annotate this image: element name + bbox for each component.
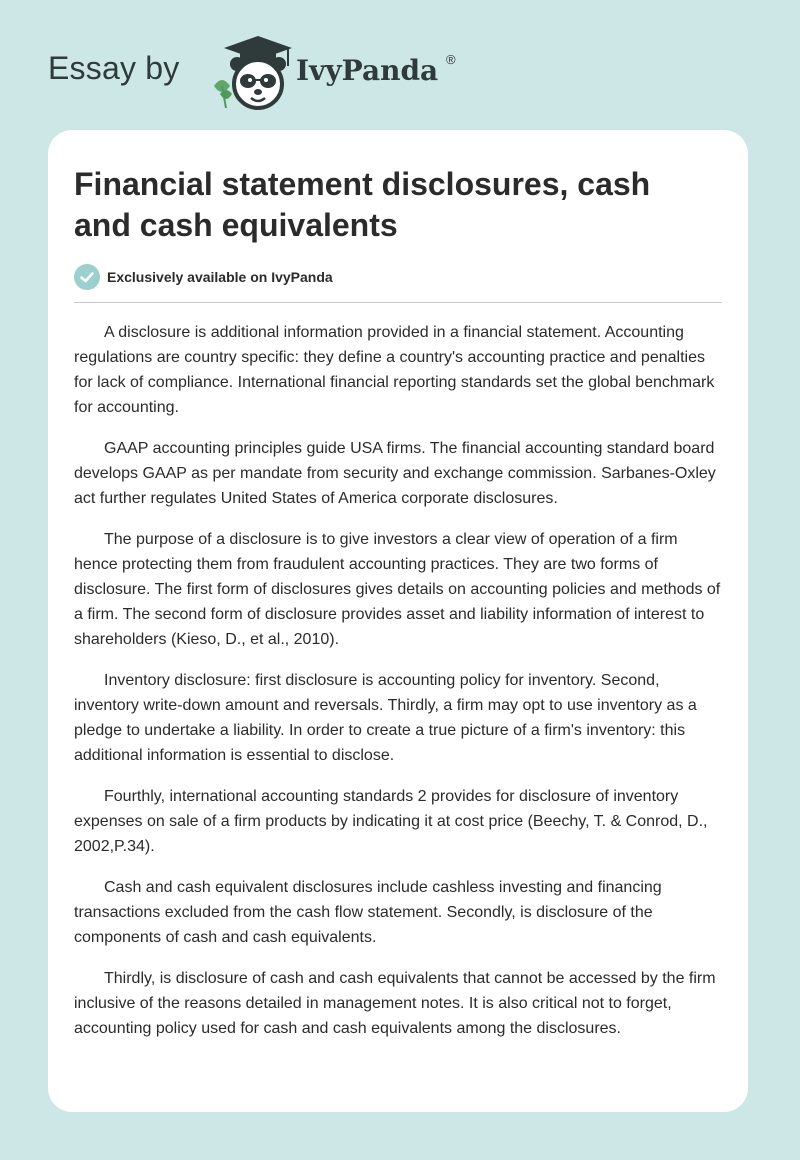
essay-card: [48, 130, 748, 1112]
paragraph: A disclosure is additional information provided in a financial statement. Accounting regulations are country specific: they define a country's accounting practice and penalties for lack of compliance. International financial reporting standards set the global benchmark for accounting.: [74, 324, 715, 416]
page-title: Financial statement disclosures, cash and cash equivalents: [74, 166, 651, 243]
exclusive-badge: [74, 264, 714, 290]
paragraph: Thirdly, is disclosure of cash and cash equivalents that cannot be accessed by the firm inclusive of the reasons detailed in management notes. It is also critical not to forget, accounting policy used for cash and cash equivalents among the disclosures.: [74, 970, 716, 1037]
paragraph: GAAP accounting principles guide USA firms. The financial accounting standard board develops GAAP as per mandate from security and exchange commission. Sarbanes-Oxley act further regulates United States of America corporate disclosures.: [74, 440, 716, 507]
check-icon: [74, 264, 100, 290]
paragraph: Inventory disclosure: first disclosure is accounting policy for inventory. Second, inventory write-down amount and reversals. Thirdly, a firm may opt to use inventory as a pledge to undertake a liability. In order to create a true picture of a firm's inventory: this additional information is essential to disclose.: [74, 672, 697, 764]
brand-name[interactable]: IvyPanda: [296, 54, 439, 87]
site-header: [48, 34, 748, 114]
essay-by-label: Essay by: [48, 50, 180, 86]
exclusive-badge-label: Exclusively available on IvyPanda: [107, 269, 333, 285]
registered-mark: ®: [446, 52, 456, 67]
divider: [74, 302, 722, 303]
paragraph: Fourthly, international accounting standards 2 provides for disclosure of inventory expenses on sale of a firm products by indicating it at cost price (Beechy, T. & Conrod, D., 2002,P.34).: [74, 788, 708, 855]
paragraph: Cash and cash equivalent disclosures include cashless investing and financing transactions excluded from the cash flow statement. Secondly, is disclosure of the components of cash and cash equivalents.: [74, 879, 662, 946]
paragraph: The purpose of a disclosure is to give investors a clear view of operation of a firm hence protecting them from fraudulent accounting practices. They are two forms of disclosure. The first form of disclosures gives details on accounting policies and methods of a firm. The second form of disclosure provides asset and liability information of interest to shareholders (Kieso, D., et al., 2010).: [74, 531, 721, 648]
article-body: [74, 320, 724, 1057]
panda-logo-icon[interactable]: [200, 34, 296, 114]
